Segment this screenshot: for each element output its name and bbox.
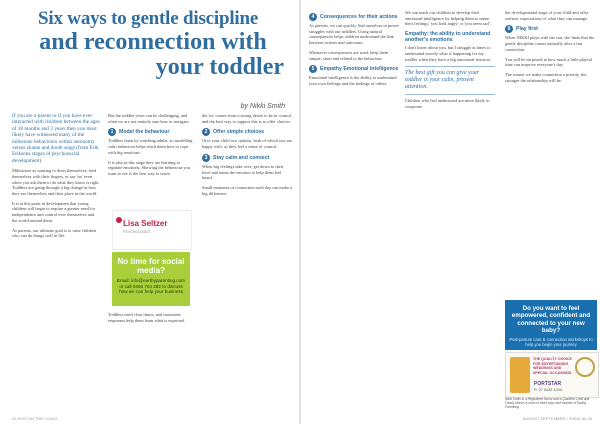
workshop-ad[interactable]: [505, 300, 597, 350]
body-paragraph: As parents, our ultimate goal is to raise children who can do things well in life.: [12, 227, 97, 239]
ad-brand: PORTSTAR: [534, 381, 562, 387]
subheading: 2 Offer simple choices: [202, 128, 292, 136]
ad-tagline: THE QUALITY CHOICE FOR ENTERTAINING WEDDINGS AND SPECIAL OCCASIONS: [533, 357, 572, 375]
body-paragraph: Small moments of connection each day can make a big difference.: [202, 184, 292, 196]
ad-title: PSYCHOLOGIST: [123, 230, 151, 234]
right-column-3: [505, 10, 595, 296]
body-paragraph: the developmental stage of your child and offer realistic expectations of what they can manage.: [505, 10, 589, 21]
body-paragraph: Toddlers need clear limits, and consistent responses help them learn what is expected.: [108, 312, 185, 323]
right-page: [301, 0, 600, 424]
subheading: 3 Stay calm and connect: [202, 154, 292, 162]
body-paragraph: the 'no' comes from a strong desire to be in control, and the best way to support this is to offer choices.: [202, 113, 292, 124]
headline-line-3: your toddler: [155, 54, 284, 80]
author-bio: Nikki Smith is a Registered Nurse and a Qualified Child and Family Nurse. A mum of three boys and founder of Earthy Parenting.: [505, 397, 590, 409]
left-column-2-lower: [108, 312, 194, 404]
page-footer-right: AUGUST-SEPTEMBER • ISSUE 96 33: [522, 416, 592, 421]
body-paragraph: Milestones as wanting to dress themselves, feed themselves with their fingers, or say 'no' even when you ask them to do what they know is right. Toddlers are going through a big change in how they see themselves and their place in the world.: [12, 168, 100, 197]
badge-icon: [575, 357, 595, 377]
subheading: 4 Consequences for their actions: [309, 13, 399, 21]
body-paragraph: Give your child two options, both of which you are happy with, so they feel a sense of control.: [202, 138, 292, 150]
pull-quote: The best gift you can give your toddler is your calm, present attention.: [405, 66, 495, 95]
body-paragraph: Emotional intelligence is the ability to understand your own feelings and the feelings of others.: [309, 75, 397, 86]
left-column-1: [12, 113, 100, 403]
body-paragraph: It is also in this stage they are learning to regulate emotions. Showing the behaviour you want to see is the best way to teach.: [108, 159, 190, 176]
body-paragraph: Toddlers learn by watching adults, so modelling calm behaviour helps teach them how to cope with big emotions.: [108, 138, 193, 155]
subheading: 5 Empathy Emotional intelligence: [309, 65, 399, 73]
subheading: 1 Model the behaviour: [108, 128, 194, 136]
body-paragraph: Whenever consequences are used, keep them simple, short and related to the behaviour.: [309, 49, 389, 61]
body-paragraph: When NIKKI plays with her son, she finds that the gentle discipline comes naturally after a fun connection.: [505, 35, 595, 52]
body-paragraph: When big feelings take over, get down to their level and name the emotion to help them feel heard.: [202, 163, 284, 181]
social-media-ad[interactable]: [112, 252, 190, 306]
ad-name: Lisa Seltzer: [123, 219, 168, 228]
headline-line-2: and reconnection with: [39, 29, 267, 55]
ad-heading: No time for social media?: [117, 257, 185, 275]
subheading: Empathy: the ability to understand another's emotions: [405, 31, 491, 44]
ad-heading: Do you want to feel empowered, confident and connected to your new baby?: [511, 305, 591, 334]
body-paragraph: But the toddler years can be challenging, and often we are not entirely sure how to navigate.: [108, 113, 190, 124]
number-badge: 3: [202, 154, 210, 162]
byline: by Nikki Smith: [240, 103, 285, 110]
number-badge: 1: [108, 128, 116, 136]
ad-body: Post-partum care & connection workshops to help you begin your journey: [509, 337, 593, 348]
left-column-3: [202, 113, 292, 403]
left-column-2: [108, 113, 194, 205]
lisa-seltzer-ad[interactable]: [112, 210, 192, 250]
body-paragraph: We can teach our children to develop their emotional intelligence by helping them to name their feelings, 'you look angry' or 'you seem sad'.: [405, 10, 491, 27]
number-badge: 5: [309, 65, 317, 73]
subheading: 6 Play first: [505, 25, 595, 33]
number-badge: 2: [202, 128, 210, 136]
body-paragraph: I don't know about you, but I struggle at times to understand exactly what is happening for my toddler when they have a big emotional reaction.: [405, 45, 491, 62]
number-badge: 4: [309, 13, 317, 21]
article-headline: [18, 9, 288, 79]
body-paragraph: As parents, we can quickly find ourselves in power struggles with our toddlers. Using natural consequences helps children understand the link between actions and outcomes.: [309, 23, 399, 46]
number-badge: 6: [505, 25, 513, 33]
body-paragraph: You will be surprised at how much a little playful time can improve everyone's day.: [505, 56, 592, 68]
page-footer-left: 32 KIDS ON THE COAST: [12, 416, 58, 421]
intro-paragraph: If you are a parent or if you have ever interacted with children between the ages of 18 months and 3 years then you most likely have witnessed many of the milestone behaviours within autonomy versus shame and doubt stage (from Erik Eriksons stages of psychosocial development).: [12, 113, 100, 164]
ad-phone: P: 07 5428 1344: [534, 388, 562, 392]
portstar-ad[interactable]: [505, 352, 599, 398]
body-paragraph: The sooner we make connection a priority, the stronger the relationship will be.: [505, 71, 587, 83]
left-page: [0, 0, 299, 424]
right-column-1: [309, 10, 399, 404]
right-column-2: [405, 10, 495, 404]
ad-body: Email: info@earthyparenting.com or call 0466 704 282 to discuss how we can help your business: [117, 278, 185, 295]
gift-box-image: [510, 357, 530, 393]
body-paragraph: It is at this point in development that young children will begin to require a greater need for independence and control over themselves and the world around them.: [12, 200, 96, 223]
heart-icon: [116, 217, 122, 223]
body-paragraph: Children who feel understood are more likely to cooperate.: [405, 98, 490, 109]
headline-line-1: Six ways to gentle discipline: [38, 8, 259, 29]
